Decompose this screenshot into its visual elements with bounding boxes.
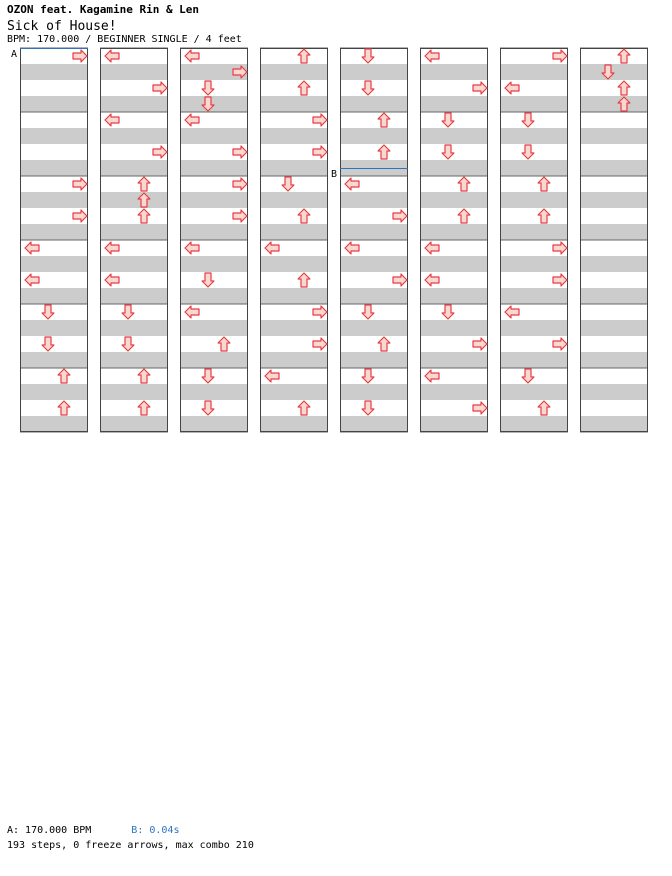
beat-stripe xyxy=(20,224,88,240)
beat-stripe xyxy=(100,384,168,400)
up-arrow-icon xyxy=(138,177,150,191)
right-arrow-icon xyxy=(233,146,247,158)
beat-stripe xyxy=(340,192,408,208)
beat-stripe xyxy=(20,256,88,272)
beat-stripe xyxy=(100,192,168,208)
up-arrow-icon xyxy=(138,369,150,383)
beat-stripe xyxy=(100,224,168,240)
left-arrow-icon xyxy=(425,50,439,62)
up-arrow-icon xyxy=(378,337,390,351)
beat-stripe xyxy=(20,96,88,112)
right-arrow-icon xyxy=(393,210,407,222)
up-arrow-icon xyxy=(298,209,310,223)
beat-stripe xyxy=(420,320,488,336)
beat-stripe xyxy=(20,288,88,304)
beat-stripe xyxy=(260,64,328,80)
down-arrow-icon xyxy=(362,369,374,383)
right-arrow-icon xyxy=(313,306,327,318)
beat-stripe xyxy=(20,160,88,176)
left-arrow-icon xyxy=(25,274,39,286)
left-arrow-icon xyxy=(105,114,119,126)
up-arrow-icon xyxy=(138,209,150,223)
beat-stripe xyxy=(180,96,248,112)
beat-stripe xyxy=(580,64,648,80)
right-arrow-icon xyxy=(473,82,487,94)
beat-stripe xyxy=(20,192,88,208)
beat-stripe xyxy=(580,192,648,208)
up-arrow-icon xyxy=(298,401,310,415)
beat-stripe xyxy=(20,352,88,368)
up-arrow-icon xyxy=(58,401,70,415)
beat-stripe xyxy=(260,352,328,368)
beat-stripe xyxy=(420,192,488,208)
beat-stripe xyxy=(500,256,568,272)
beat-stripe xyxy=(580,320,648,336)
beat-stripe xyxy=(100,64,168,80)
down-arrow-icon xyxy=(442,145,454,159)
beat-stripe xyxy=(260,192,328,208)
left-arrow-icon xyxy=(185,50,199,62)
down-arrow-icon xyxy=(42,305,54,319)
left-arrow-icon xyxy=(185,306,199,318)
beat-stripe xyxy=(100,320,168,336)
up-arrow-icon xyxy=(618,49,630,63)
up-arrow-icon xyxy=(618,81,630,95)
up-arrow-icon xyxy=(58,369,70,383)
beat-stripe xyxy=(20,128,88,144)
beat-stripe xyxy=(180,160,248,176)
right-arrow-icon xyxy=(73,50,87,62)
beat-stripe xyxy=(340,256,408,272)
down-arrow-icon xyxy=(362,49,374,63)
beat-stripe xyxy=(500,384,568,400)
beat-stripe xyxy=(500,96,568,112)
beat-stripe xyxy=(100,128,168,144)
beat-stripe xyxy=(180,224,248,240)
beat-stripe xyxy=(100,256,168,272)
left-arrow-icon xyxy=(105,242,119,254)
beat-stripe xyxy=(260,160,328,176)
beat-stripe xyxy=(500,416,568,432)
right-arrow-icon xyxy=(153,146,167,158)
beat-stripe xyxy=(580,128,648,144)
right-arrow-icon xyxy=(393,274,407,286)
left-arrow-icon xyxy=(265,370,279,382)
up-arrow-icon xyxy=(458,177,470,191)
beat-stripe xyxy=(100,96,168,112)
bpm-legend xyxy=(7,825,179,836)
beat-stripe xyxy=(180,192,248,208)
down-arrow-icon xyxy=(202,273,214,287)
beat-stripe xyxy=(500,320,568,336)
beat-stripe xyxy=(580,416,648,432)
beat-stripe xyxy=(100,288,168,304)
beat-stripe xyxy=(260,128,328,144)
down-arrow-icon xyxy=(362,401,374,415)
beat-stripe xyxy=(580,288,648,304)
right-arrow-icon xyxy=(553,242,567,254)
beat-stripe xyxy=(580,96,648,112)
left-arrow-icon xyxy=(345,242,359,254)
beat-stripe xyxy=(340,128,408,144)
right-arrow-icon xyxy=(553,338,567,350)
down-arrow-icon xyxy=(202,369,214,383)
left-arrow-icon xyxy=(505,82,519,94)
up-arrow-icon xyxy=(138,401,150,415)
beat-stripe xyxy=(420,416,488,432)
chart-info: BPM: 170.000 / BEGINNER SINGLE / 4 feet xyxy=(7,34,242,45)
beat-stripe xyxy=(340,384,408,400)
down-arrow-icon xyxy=(522,113,534,127)
left-arrow-icon xyxy=(425,274,439,286)
beat-stripe xyxy=(100,352,168,368)
beat-stripe xyxy=(20,320,88,336)
beat-stripe xyxy=(420,64,488,80)
right-arrow-icon xyxy=(233,178,247,190)
down-arrow-icon xyxy=(282,177,294,191)
left-arrow-icon xyxy=(105,274,119,286)
up-arrow-icon xyxy=(378,113,390,127)
beat-stripe xyxy=(180,352,248,368)
bpm-marker-label: A xyxy=(11,49,18,60)
beat-stripe xyxy=(580,256,648,272)
right-arrow-icon xyxy=(313,114,327,126)
beat-stripe xyxy=(500,288,568,304)
beat-stripe xyxy=(420,288,488,304)
up-arrow-icon xyxy=(298,273,310,287)
beat-stripe xyxy=(420,384,488,400)
down-arrow-icon xyxy=(522,369,534,383)
beat-stripe xyxy=(340,320,408,336)
down-arrow-icon xyxy=(42,337,54,351)
right-arrow-icon xyxy=(233,210,247,222)
beat-stripe xyxy=(100,416,168,432)
right-arrow-icon xyxy=(473,402,487,414)
beat-stripe xyxy=(100,160,168,176)
up-arrow-icon xyxy=(298,49,310,63)
beat-stripe xyxy=(260,384,328,400)
right-arrow-icon xyxy=(73,210,87,222)
right-arrow-icon xyxy=(153,82,167,94)
beat-stripe xyxy=(260,416,328,432)
beat-stripe xyxy=(420,128,488,144)
beat-stripe xyxy=(180,256,248,272)
beat-stripe xyxy=(500,160,568,176)
beat-stripe xyxy=(340,416,408,432)
down-arrow-icon xyxy=(122,337,134,351)
beat-stripe xyxy=(180,128,248,144)
up-arrow-icon xyxy=(538,401,550,415)
right-arrow-icon xyxy=(473,338,487,350)
up-arrow-icon xyxy=(378,145,390,159)
beat-stripe xyxy=(180,384,248,400)
beat-stripe xyxy=(180,320,248,336)
right-arrow-icon xyxy=(73,178,87,190)
beat-stripe xyxy=(500,192,568,208)
beat-stripe xyxy=(580,384,648,400)
beat-stripe xyxy=(420,160,488,176)
up-arrow-icon xyxy=(458,209,470,223)
beat-stripe xyxy=(420,96,488,112)
left-arrow-icon xyxy=(105,50,119,62)
left-arrow-icon xyxy=(505,306,519,318)
up-arrow-icon xyxy=(298,81,310,95)
right-arrow-icon xyxy=(553,274,567,286)
down-arrow-icon xyxy=(362,305,374,319)
down-arrow-icon xyxy=(362,81,374,95)
beat-stripe xyxy=(20,416,88,432)
bpm-b-label: B: 0.04s xyxy=(131,825,180,836)
left-arrow-icon xyxy=(25,242,39,254)
beat-stripe xyxy=(340,288,408,304)
chart-summary: 193 steps, 0 freeze arrows, max combo 210 xyxy=(7,840,254,851)
song-title: Sick of House! xyxy=(7,19,117,34)
right-arrow-icon xyxy=(553,50,567,62)
beat-stripe xyxy=(340,352,408,368)
right-arrow-icon xyxy=(313,146,327,158)
down-arrow-icon xyxy=(442,113,454,127)
beat-stripe xyxy=(180,288,248,304)
beat-stripe xyxy=(260,320,328,336)
left-arrow-icon xyxy=(345,178,359,190)
beat-stripe xyxy=(20,384,88,400)
beat-stripe xyxy=(500,128,568,144)
up-arrow-icon xyxy=(538,177,550,191)
left-arrow-icon xyxy=(265,242,279,254)
beat-stripe xyxy=(420,224,488,240)
song-artist: OZON feat. Kagamine Rin & Len xyxy=(7,3,200,16)
beat-stripe xyxy=(580,224,648,240)
beat-stripe xyxy=(500,352,568,368)
bpm-marker-label: B xyxy=(331,169,338,180)
beat-stripe xyxy=(340,224,408,240)
down-arrow-icon xyxy=(442,305,454,319)
beat-stripe xyxy=(180,416,248,432)
beat-stripe xyxy=(260,288,328,304)
beat-stripe xyxy=(420,352,488,368)
beat-stripe xyxy=(580,160,648,176)
beat-stripe xyxy=(20,64,88,80)
beat-stripe xyxy=(420,256,488,272)
down-arrow-icon xyxy=(202,401,214,415)
left-arrow-icon xyxy=(425,242,439,254)
left-arrow-icon xyxy=(185,242,199,254)
bpm-a-label: A: 170.000 BPM xyxy=(7,825,92,836)
beat-stripe xyxy=(340,64,408,80)
up-arrow-icon xyxy=(538,209,550,223)
beat-stripe xyxy=(260,256,328,272)
beat-stripe xyxy=(500,224,568,240)
right-arrow-icon xyxy=(313,338,327,350)
down-arrow-icon xyxy=(122,305,134,319)
beat-stripe xyxy=(580,352,648,368)
beat-stripe xyxy=(500,64,568,80)
up-arrow-icon xyxy=(218,337,230,351)
beat-stripe xyxy=(260,96,328,112)
left-arrow-icon xyxy=(185,114,199,126)
beat-stripe xyxy=(340,96,408,112)
down-arrow-icon xyxy=(522,145,534,159)
down-arrow-icon xyxy=(202,81,214,95)
left-arrow-icon xyxy=(425,370,439,382)
beat-stripe xyxy=(260,224,328,240)
